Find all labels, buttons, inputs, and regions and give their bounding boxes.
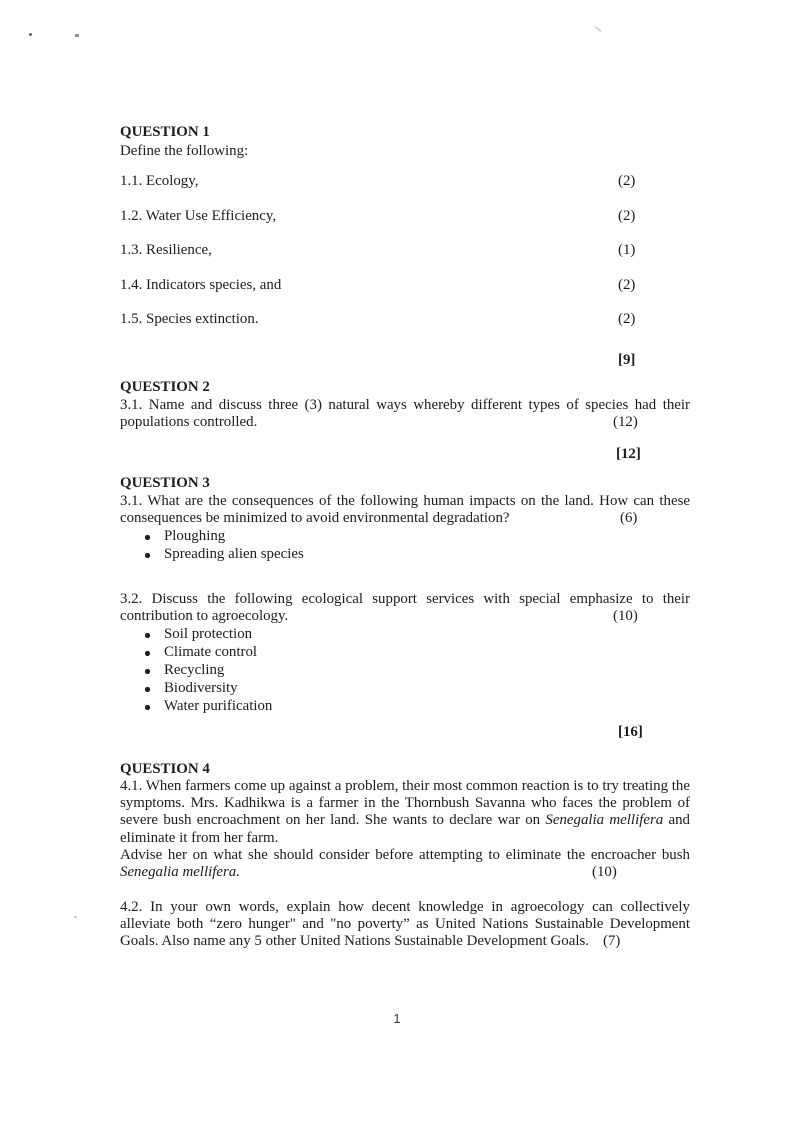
item-text: 1.4. Indicators species, and	[120, 277, 282, 293]
q2-heading: QUESTION 2	[120, 379, 210, 395]
bullet-icon	[145, 553, 150, 558]
q3-total-row	[120, 724, 690, 742]
question-text: 4.2. In your own words, explain how decent knowledge in agroecology can collectively alleviate both “zero hunger" and "no poverty” as United Nations Sustainable Development Goals. Also name any 5 other United Nations Sustainable Development Goals.	[120, 899, 690, 950]
list-item	[120, 680, 690, 698]
item-marks: (2)	[618, 311, 636, 327]
item-text: 1.2. Water Use Efficiency,	[120, 208, 277, 224]
q3-item2-paragraph	[120, 591, 690, 625]
q1-item-4	[120, 277, 690, 295]
question-text: 3.1. Name and discuss three (3) natural ways whereby different types of species had their populations controlled.	[120, 397, 690, 431]
item-text: 1.1. Ecology,	[120, 173, 199, 189]
question-text: 3.2. Discuss the following ecological support services with special emphasize to their contribution to agroecology.	[120, 591, 690, 625]
q3-heading: QUESTION 3	[120, 475, 210, 491]
question-text: 4.1. When farmers come up against a problem, their most common reaction is to try treating the symptoms. Mrs. Kadhikwa is a farmer in the Thornbush Savanna who faces the problem of severe bush encroachment on her land. She wants to declare war on Senegalia mellifera and eliminate it from her farm.	[120, 778, 691, 846]
total-marks: [12]	[616, 446, 641, 462]
list-item	[120, 546, 690, 564]
q1-item-1	[120, 173, 690, 191]
bullet-icon	[145, 687, 150, 692]
scan-speck	[75, 34, 79, 37]
item-marks: (10)	[592, 864, 617, 881]
q2-item-paragraph	[120, 397, 690, 431]
q4-heading: QUESTION 4	[120, 761, 210, 777]
item-marks: (7)	[602, 933, 621, 950]
list-item	[120, 528, 690, 546]
bullet-label: Biodiversity	[164, 680, 238, 696]
item-marks: (2)	[618, 208, 636, 224]
q2-total-row	[120, 446, 690, 464]
scan-speck	[74, 916, 77, 918]
item-text: 1.3. Resilience,	[120, 242, 212, 258]
bullet-label: Recycling	[164, 662, 225, 678]
question-text: Advise her on what she should consider before attempting to eliminate the encroacher bush Senegalia mellifera.	[120, 846, 690, 881]
item-marks: (12)	[613, 414, 638, 431]
bullet-icon	[145, 651, 150, 656]
bullet-label: Spreading alien species	[164, 546, 304, 562]
q4-item1-block	[120, 778, 690, 881]
item-marks: (2)	[618, 277, 636, 293]
bullet-icon	[145, 669, 150, 674]
bullet-icon	[145, 633, 150, 638]
list-item	[120, 662, 690, 680]
scan-speck	[594, 26, 602, 33]
scan-speck	[29, 33, 32, 36]
q3-item2-bullet-list	[120, 626, 690, 716]
total-marks: [9]	[618, 352, 636, 368]
bullet-label: Climate control	[164, 644, 258, 660]
question-text: 3.1. What are the consequences of the following human impacts on the land. How can these consequences be minimized to avoid environmental degradation?	[120, 493, 690, 527]
item-text: 1.5. Species extinction.	[120, 311, 259, 327]
bullet-icon	[145, 705, 150, 710]
q1-total-row	[120, 352, 690, 370]
bullet-label: Water purification	[164, 698, 273, 714]
q1-heading: QUESTION 1	[120, 124, 210, 140]
item-marks: (2)	[618, 173, 636, 189]
q1-item-5	[120, 311, 690, 329]
q1-intro: Define the following:	[120, 143, 249, 159]
q1-item-3	[120, 242, 690, 260]
list-item	[120, 626, 690, 644]
list-item	[120, 644, 690, 662]
bullet-label: Ploughing	[164, 528, 226, 544]
q3-item1-paragraph	[120, 493, 690, 527]
q1-item-2	[120, 208, 690, 226]
item-marks: (6)	[620, 510, 638, 527]
page-number: 1	[393, 1011, 401, 1026]
q4-item2-paragraph	[120, 899, 690, 951]
bullet-icon	[145, 535, 150, 540]
total-marks: [16]	[618, 724, 643, 740]
item-marks: (1)	[618, 242, 636, 258]
item-marks: (10)	[613, 608, 638, 625]
list-item	[120, 698, 690, 716]
bullet-label: Soil protection	[164, 626, 253, 642]
q3-item1-bullet-list	[120, 528, 690, 564]
